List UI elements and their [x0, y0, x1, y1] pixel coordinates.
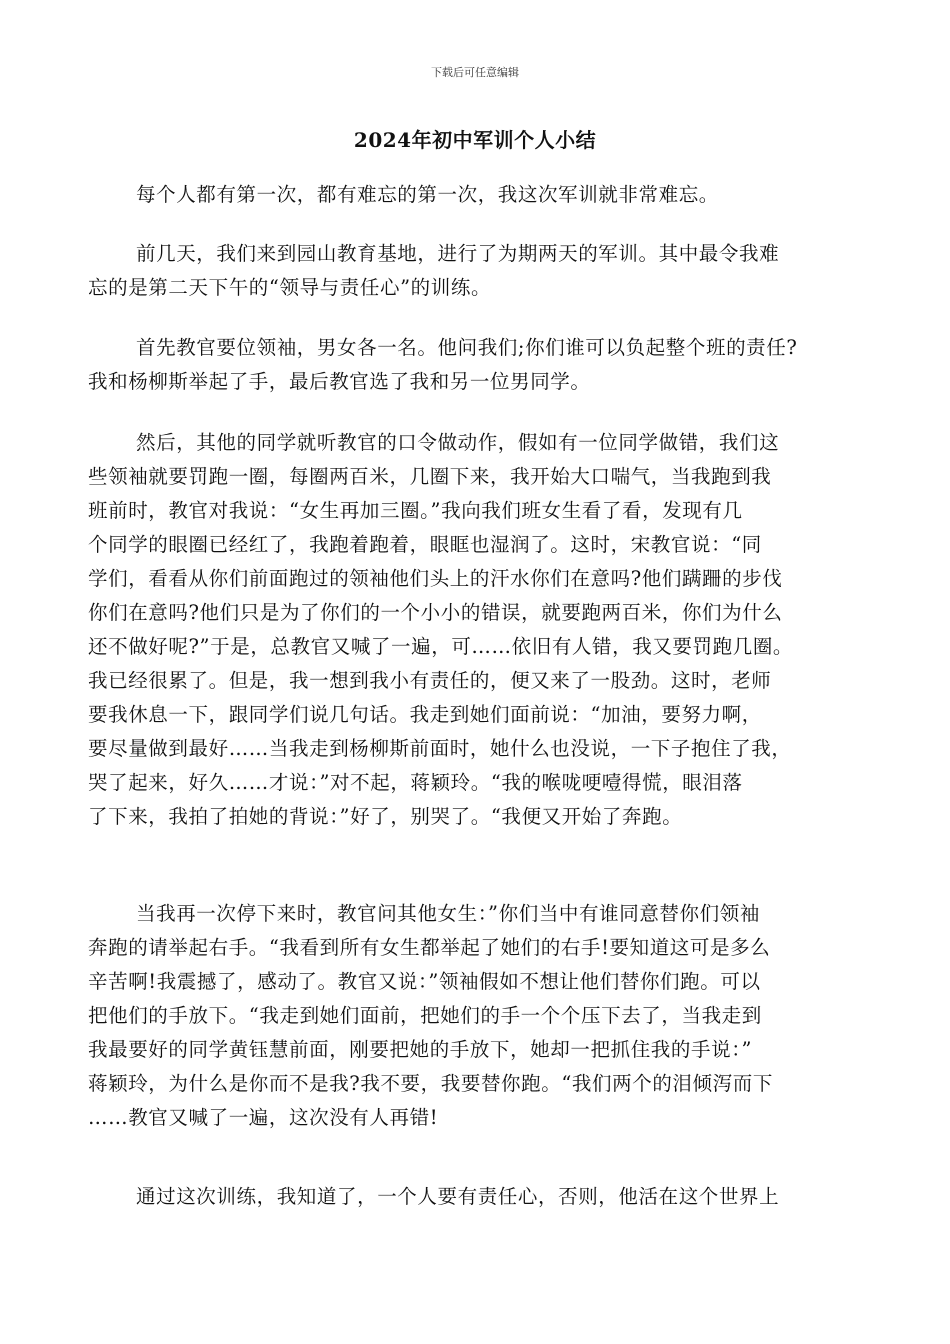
paragraph-line: 要我休息一下，跟同学们说几句话。我走到她们面前说：“加油，要努力啊， [88, 703, 762, 726]
paragraph-line: 我已经很累了。但是，我一想到我小有责任的，便又来了一股劲。这时，老师 [88, 669, 772, 692]
page-header: 下载后可任意编辑 [431, 66, 519, 79]
paragraph-line: 了下来，我拍了拍她的背说：”好了，别哭了。“我便又开始了奔跑。 [88, 805, 683, 828]
paragraph-line: 你们在意吗?他们只是为了你们的一个小小的错误，就要跑两百米，你们为什么 [88, 601, 783, 624]
paragraph-line: 学们，看看从你们前面跑过的领袖他们头上的汗水你们在意吗?他们蹒跚的步伐 [88, 567, 783, 590]
paragraph-line: 蒋颖玲，为什么是你而不是我?我不要，我要替你跑。“我们两个的泪倾泻而下 [88, 1072, 773, 1095]
paragraph-line: 我最要好的同学黄钰慧前面，刚要把她的手放下，她却一把抓住我的手说：” [88, 1038, 753, 1061]
paragraph-3 [88, 331, 878, 399]
paragraph-1 [88, 178, 878, 212]
paragraph-line: 哭了起来，好久……才说：”对不起，蒋颖玲。“我的喉咙哽噎得慌，眼泪落 [88, 771, 743, 794]
paragraph-6 [88, 1180, 878, 1214]
paragraph-line: 个同学的眼圈已经红了，我跑着跑着，眼眶也湿润了。这时，宋教官说：“同 [88, 533, 762, 556]
paragraph-line: 奔跑的请举起右手。“我看到所有女生都举起了她们的右手!要知道这可是多么 [88, 936, 771, 959]
paragraph-line: 前几天，我们来到园山教育基地，进行了为期两天的军训。其中最令我难 [136, 242, 780, 265]
document-title: 2024年初中军训个人小结 [353, 128, 597, 152]
paragraph-line: 忘的是第二天下午的“领导与责任心”的训练。 [88, 276, 492, 299]
paragraph-line: 然后，其他的同学就听教官的口令做动作，假如有一位同学做错，我们这 [136, 431, 780, 454]
paragraph-line: 还不做好呢?”于是，总教官又喊了一遍，可……依旧有人错，我又要罚跑几圈。 [88, 635, 794, 658]
paragraph-line: 通过这次训练，我知道了，一个人要有责任心，否则，他活在这个世界上 [136, 1185, 780, 1208]
paragraph-line: 些领袖就要罚跑一圈，每圈两百米，几圈下来，我开始大口喘气，当我跑到我 [88, 465, 772, 488]
paragraph-line: 要尽量做到最好……当我走到杨柳斯前面时，她什么也没说，一下子抱住了我， [88, 737, 792, 760]
paragraph-line: 我和杨柳斯举起了手，最后教官选了我和另一位男同学。 [88, 370, 591, 393]
paragraph-line: 辛苦啊!我震撼了，感动了。教官又说：”领袖假如不想让他们替你们跑。可以 [88, 970, 761, 993]
paragraph-line: 班前时，教官对我说：“女生再加三圈。”我向我们班女生看了看，发现有几 [88, 499, 743, 522]
paragraph-5 [88, 897, 878, 1135]
paragraph-line: ……教官又喊了一遍，这次没有人再错! [88, 1106, 439, 1129]
paragraph-line: 每个人都有第一次，都有难忘的第一次，我这次军训就非常难忘。 [136, 183, 719, 206]
paragraph-line: 把他们的手放下。“我走到她们面前，把她们的手一个个压下去了，当我走到 [88, 1004, 762, 1027]
paragraph-2 [88, 237, 878, 305]
paragraph-line: 当我再一次停下来时，教官问其他女生：”你们当中有谁同意替你们领袖 [136, 902, 760, 925]
paragraph-line: 首先教官要位领袖，男女各一名。他问我们;你们谁可以负起整个班的责任? [136, 336, 798, 359]
paragraph-4 [88, 426, 878, 834]
